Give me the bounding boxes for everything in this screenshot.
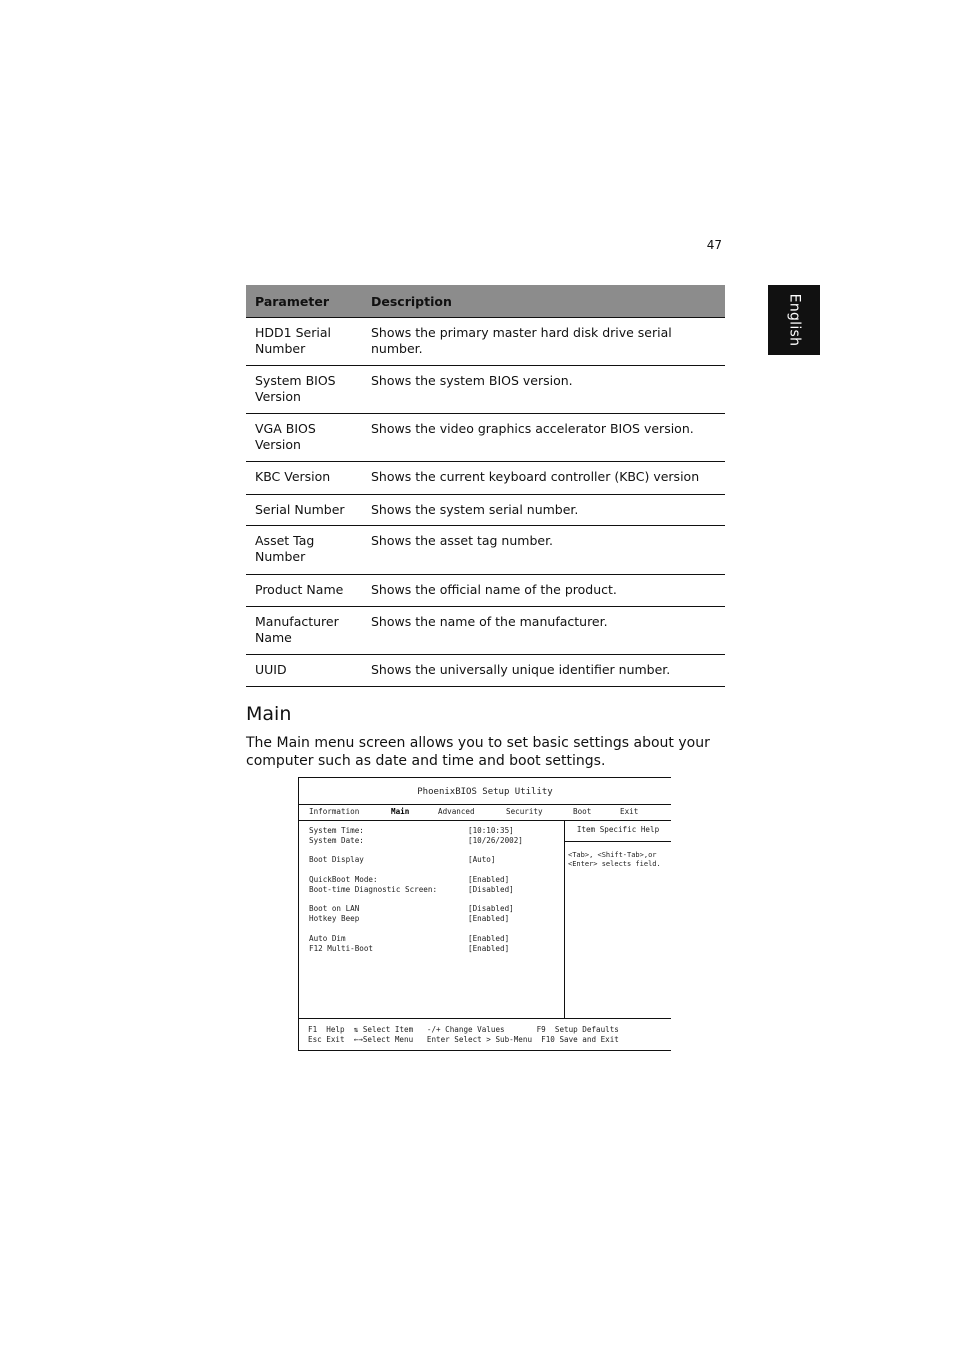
row-parameter: HDD1 Serial Number [246, 318, 362, 366]
setting-value[interactable]: [Enabled] [468, 944, 510, 953]
bios-setting-row[interactable] [309, 836, 559, 846]
language-tab [768, 285, 820, 355]
bios-setting-row[interactable] [309, 826, 559, 836]
setting-value[interactable]: [Disabled] [468, 885, 514, 894]
setting-value[interactable]: [Enabled] [468, 934, 510, 943]
setting-label: System Date: [309, 836, 364, 845]
column-header-description: Description [362, 285, 725, 318]
table-row [246, 414, 725, 462]
bios-setting-row[interactable] [309, 904, 559, 914]
bios-menu-boot[interactable]: Boot [573, 807, 592, 816]
bios-menu-main[interactable]: Main [391, 807, 410, 816]
key-legend-text [308, 1025, 619, 1045]
table-row [246, 366, 725, 414]
row-parameter: Product Name [246, 575, 362, 607]
intro-paragraph: The Main menu screen allows you to set basic settings about your computer such as date and time and boot settings. [246, 735, 710, 769]
bios-key-legend [299, 1018, 671, 1051]
bios-setting-row[interactable] [309, 885, 559, 895]
table-row [246, 575, 725, 607]
row-description: Shows the current keyboard controller (KBC) version [362, 462, 725, 495]
setting-value[interactable]: [10:10:35] [468, 826, 514, 835]
setting-value[interactable]: [Enabled] [468, 914, 510, 923]
row-parameter: VGA BIOS Version [246, 414, 362, 462]
bios-setting-row[interactable] [309, 944, 559, 954]
bios-title: PhoenixBIOS Setup Utility [299, 778, 671, 805]
language-tab-label: English [786, 293, 802, 347]
bios-setting-row[interactable] [309, 934, 559, 944]
help-text: <Tab>, <Shift-Tab>,or <Enter> selects field. [568, 851, 661, 868]
bios-settings-panel [299, 820, 565, 1018]
setting-label: QuickBoot Mode: [309, 875, 378, 884]
row-description: Shows the primary master hard disk drive serial number. [362, 318, 725, 366]
row-parameter: Manufacturer Name [246, 607, 362, 655]
parameter-table [246, 285, 725, 687]
bios-menu-security[interactable]: Security [506, 807, 543, 816]
setting-label: F12 Multi-Boot [309, 944, 374, 953]
setting-value[interactable]: [10/26/2002] [468, 836, 523, 845]
help-title: Item Specific Help [565, 820, 671, 842]
section-title: Main [246, 703, 292, 725]
setting-label: Hotkey Beep [309, 914, 360, 923]
row-parameter: Serial Number [246, 495, 362, 526]
bios-menu-information[interactable]: Information [309, 807, 360, 816]
bios-help-panel [565, 820, 671, 1018]
page-number: 47 [706, 238, 722, 252]
key-legend-line-2: Esc Exit ←→Select Menu Enter Select > Sub-Menu F10 Save and Exit [308, 1035, 619, 1044]
table-row [246, 526, 725, 575]
bios-setting-row[interactable] [309, 855, 559, 865]
table-row [246, 318, 725, 366]
row-description: Shows the video graphics accelerator BIOS version. [362, 414, 725, 462]
row-description: Shows the system BIOS version. [362, 366, 725, 414]
bios-setting-row[interactable] [309, 914, 559, 924]
bios-menu-exit[interactable]: Exit [620, 807, 639, 816]
table-row [246, 607, 725, 655]
setting-label: System Time: [309, 826, 364, 835]
setting-label: Boot Display [309, 855, 364, 864]
column-header-parameter: Parameter [246, 285, 362, 318]
table-row [246, 495, 725, 526]
setting-value[interactable]: [Enabled] [468, 875, 510, 884]
bios-setting-row[interactable] [309, 875, 559, 885]
setting-label: Auto Dim [309, 934, 346, 943]
row-description: Shows the asset tag number. [362, 526, 725, 575]
row-parameter: UUID [246, 655, 362, 687]
row-description: Shows the system serial number. [362, 495, 725, 526]
table-row [246, 655, 725, 687]
setting-label: Boot on LAN [309, 904, 360, 913]
row-description: Shows the official name of the product. [362, 575, 725, 607]
bios-menu-bar [299, 804, 671, 821]
row-parameter: KBC Version [246, 462, 362, 495]
key-legend-line-1: F1 Help ⇅ Select Item -/+ Change Values F9 Setup Defaults [308, 1025, 619, 1034]
setting-label: Boot-time Diagnostic Screen: [309, 885, 438, 894]
bios-menu-advanced[interactable]: Advanced [438, 807, 475, 816]
setting-value[interactable]: [Disabled] [468, 904, 514, 913]
row-description: Shows the universally unique identifier number. [362, 655, 725, 687]
setting-value[interactable]: [Auto] [468, 855, 496, 864]
row-parameter: System BIOS Version [246, 366, 362, 414]
row-description: Shows the name of the manufacturer. [362, 607, 725, 655]
table-header-row [246, 285, 725, 318]
bios-screenshot [298, 777, 671, 1051]
row-parameter: Asset Tag Number [246, 526, 362, 575]
table-row [246, 462, 725, 495]
